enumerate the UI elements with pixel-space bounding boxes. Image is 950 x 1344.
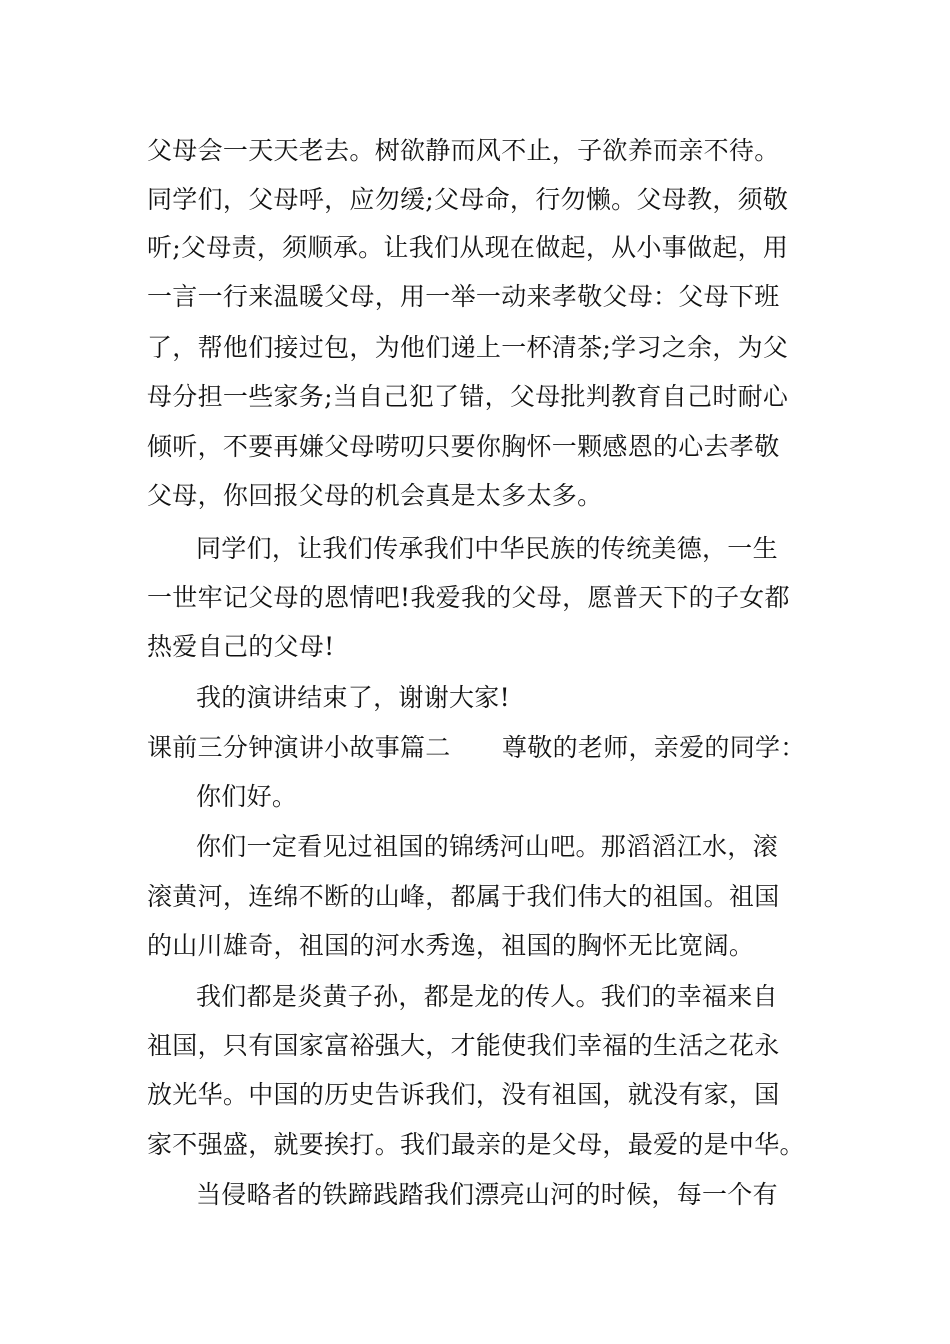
paragraph-line: 你们一定看见过祖国的锦绣河山吧。那滔滔江水，滚 — [196, 832, 778, 861]
paragraph-line: 家不强盛，就要挨打。我们最亲的是父母，最爱的是中华。 — [147, 1130, 805, 1159]
paragraph-line: 一言一行来温暖父母，用一举一动来孝敬父母：父母下班 — [147, 282, 780, 311]
paragraph-line: 热爱自己的父母! — [147, 632, 335, 661]
paragraph-line: 的山川雄奇，祖国的河水秀逸，祖国的胸怀无比宽阔。 — [147, 931, 755, 960]
paragraph-line: 同学们，让我们传承我们中华民族的传统美德，一生 — [196, 534, 778, 563]
paragraph-line: 祖国，只有国家富裕强大，才能使我们幸福的生活之花永 — [147, 1031, 780, 1060]
hello-line: 你们好。 — [196, 782, 298, 811]
paragraph-line: 放光华。中国的历史告诉我们，没有祖国，就没有家，国 — [147, 1080, 780, 1109]
paragraph-line: 我们都是炎黄子孙，都是龙的传人。我们的幸福来自 — [196, 982, 778, 1011]
paragraph-line: 滚黄河，连绵不断的山峰，都属于我们伟大的祖国。祖国 — [147, 882, 780, 911]
paragraph-line: 听;父母责，须顺承。让我们从现在做起，从小事做起，用 — [147, 233, 789, 262]
paragraph-line: 父母会一天天老去。树欲静而风不止，子欲养而亲不待。 — [147, 136, 780, 165]
paragraph-line: 当侵略者的铁蹄践踏我们漂亮山河的时候，每一个有 — [196, 1180, 778, 1209]
greeting-line: 尊敬的老师，亲爱的同学： — [502, 733, 806, 762]
paragraph-line: 了，帮他们接过包，为他们递上一杯清茶;学习之余，为父 — [147, 333, 789, 362]
paragraph-line: 父母，你回报父母的机会真是太多太多。 — [147, 481, 603, 510]
paragraph-line: 母分担一些家务;当自己犯了错，父母批判教育自己时耐心 — [147, 382, 789, 411]
paragraph-line: 倾听，不要再嫌父母唠叨只要你胸怀一颗感恩的心去孝敬 — [147, 432, 780, 461]
paragraph-line: 同学们，父母呼，应勿缓;父母命，行勿懒。父母教，须敬 — [147, 185, 789, 214]
paragraph-line: 一世牢记父母的恩情吧!我爱我的父母，愿普天下的子女都 — [147, 583, 790, 612]
section-title: 课前三分钟演讲小故事篇二 — [147, 733, 451, 762]
closing-line: 我的演讲结束了，谢谢大家! — [196, 683, 510, 712]
